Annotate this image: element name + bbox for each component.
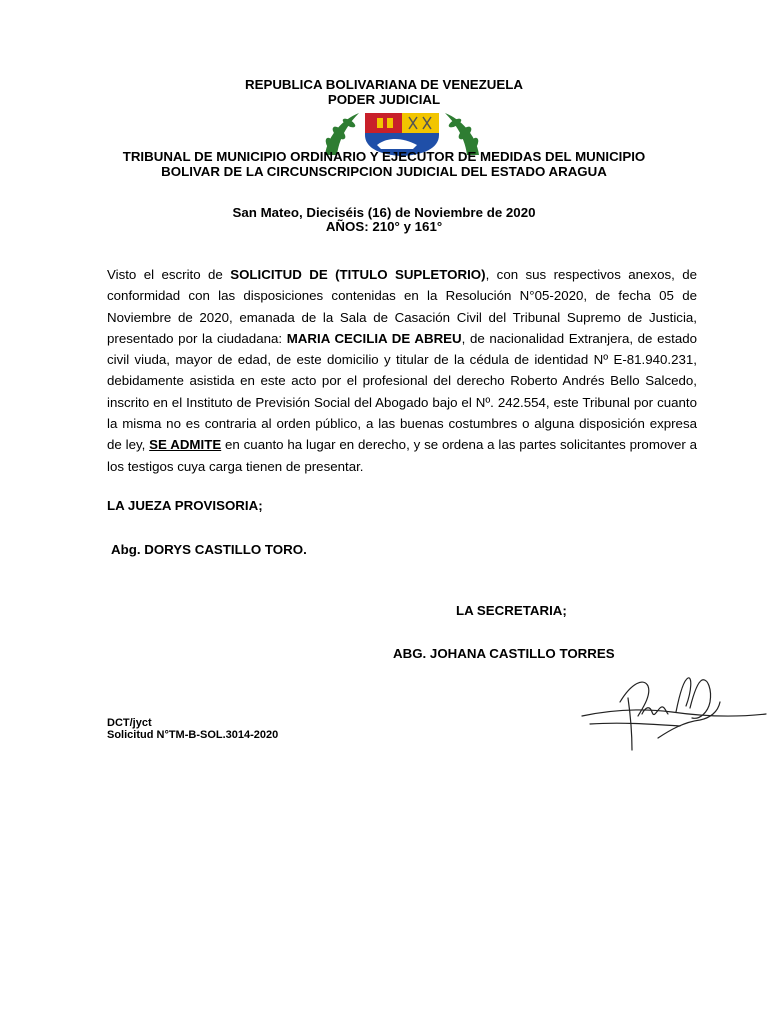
body-text: , con sus respectivos anexos, de conformidad con las disposiciones contenidas en la Resolución N°05-2020, de fecha 05 de Noviembre de 2020, emanada de la Sala de Casación Civil del Tribunal Supremo de Justicia, presentado por la ciudadana:	[107, 267, 697, 346]
case-reference: Solicitud N°TM-B-SOL.3014-2020	[107, 729, 279, 741]
body-text: en cuanto ha lugar en derecho, y se ordena a las partes solicitantes promover a los testigos cuya carga tienen de presentar.	[107, 437, 697, 474]
document-date: San Mateo, Dieciséis (16) de Noviembre de 2020	[232, 205, 536, 220]
body-text: , este Tribunal por cuanto la misma no es contraria al orden público, a las buenas costumbres o alguna disposición expresa de ley,	[107, 394, 697, 453]
resolution-body	[107, 264, 697, 477]
request-title: SOLICITUD DE (TITULO SUPLETORIO)	[230, 267, 486, 282]
document-initials: DCT/jyct	[107, 717, 152, 729]
secretary-name: ABG. JOHANA CASTILLO TORRES	[393, 646, 615, 661]
body-text: , inscrito en el Instituto de Previsión Social del Abogado bajo el Nº. 242.554	[107, 373, 697, 410]
tribunal-heading: TRIBUNAL DE MUNICIPIO ORDINARIO Y EJECUTOR DE MEDIDAS DEL MUNICIPIO BOLIVAR DE LA CIRCUNSCRIPCION JUDICIAL DEL ESTADO ARAGUA	[122, 149, 646, 179]
secretary-title: LA SECRETARIA;	[456, 603, 567, 618]
judge-title: LA JUEZA PROVISORIA;	[107, 498, 263, 513]
applicant-name: MARIA CECILIA DE ABREU	[286, 330, 462, 346]
body-text: Visto el escrito de	[107, 267, 231, 282]
body-text: , de nacionalidad Extranjera, de estado civil viuda, mayor de edad, de este domicilio y titular de la cédula de identidad Nº E-81.940.231, debidamente asistida en este acto por el profesional del derecho Roberto Andrés Bello Salcedo	[107, 330, 698, 389]
judge-name: Abg. DORYS CASTILLO TORO.	[111, 542, 307, 557]
republic-heading: REPUBLICA BOLIVARIANA DE VENEZUELA	[244, 77, 523, 92]
admission-decision: SE ADMITE	[149, 437, 222, 453]
judicial-power-heading: PODER JUDICIAL	[327, 92, 441, 107]
document-years: AÑOS: 210° y 161°	[325, 219, 443, 234]
handwritten-signature	[580, 672, 768, 758]
